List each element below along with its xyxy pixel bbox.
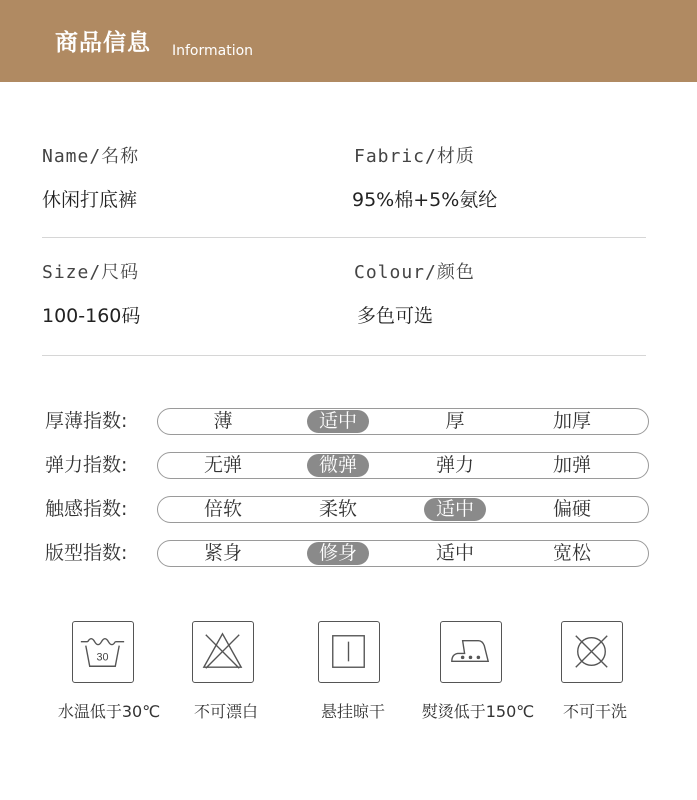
header-title: 商品信息 <box>55 30 151 56</box>
wash-temp-text: 30 <box>96 651 109 664</box>
rating-option: 微弹 <box>307 454 369 477</box>
rating-option: 修身 <box>307 542 369 565</box>
rating-option: 柔软 <box>318 498 357 520</box>
divider <box>42 237 646 238</box>
rating-option: 薄 <box>213 410 233 432</box>
care-label: 水温低于30℃ <box>57 702 161 721</box>
name-label: Name/名称 <box>42 146 140 167</box>
rating-option: 加厚 <box>552 410 591 432</box>
header-banner <box>0 0 697 82</box>
size-value: 100-160码 <box>42 305 141 327</box>
fabric-value: 95%棉+5%氨纶 <box>352 189 498 211</box>
colour-label: Colour/颜色 <box>354 262 475 283</box>
rating-label: 版型指数: <box>45 542 128 564</box>
care-label: 不可干洗 <box>562 702 627 721</box>
iron-150-icon <box>440 621 502 683</box>
rating-option: 紧身 <box>203 542 242 564</box>
size-label: Size/尺码 <box>42 262 140 283</box>
name-value: 休闲打底裤 <box>42 189 138 211</box>
rating-option: 宽松 <box>552 542 591 564</box>
care-label: 悬挂晾干 <box>320 702 385 721</box>
care-label: 不可漂白 <box>193 702 258 721</box>
divider <box>42 355 646 356</box>
rating-label: 弹力指数: <box>45 454 128 476</box>
rating-scale <box>157 408 649 435</box>
no-dry-clean-icon <box>561 621 623 683</box>
rating-option: 厚 <box>445 410 465 432</box>
header-subtitle: Information <box>172 43 254 59</box>
rating-scale <box>157 452 649 479</box>
rating-option: 弹力 <box>435 454 474 476</box>
no-bleach-icon <box>192 621 254 683</box>
rating-label: 触感指数: <box>45 498 128 520</box>
rating-option: 适中 <box>424 498 486 521</box>
colour-value: 多色可选 <box>357 305 434 327</box>
rating-scale <box>157 540 649 567</box>
rating-scale <box>157 496 649 523</box>
rating-option: 适中 <box>435 542 474 564</box>
rating-option: 加弹 <box>552 454 591 476</box>
hang-dry-icon <box>318 621 380 683</box>
rating-option: 倍软 <box>203 498 242 520</box>
fabric-label: Fabric/材质 <box>354 146 475 167</box>
rating-option: 无弹 <box>203 454 242 476</box>
rating-option: 偏硬 <box>552 498 591 520</box>
rating-option: 适中 <box>307 410 369 433</box>
wash-30-icon <box>72 621 134 683</box>
rating-label: 厚薄指数: <box>45 410 128 432</box>
care-label: 熨烫低于150℃ <box>421 702 535 721</box>
